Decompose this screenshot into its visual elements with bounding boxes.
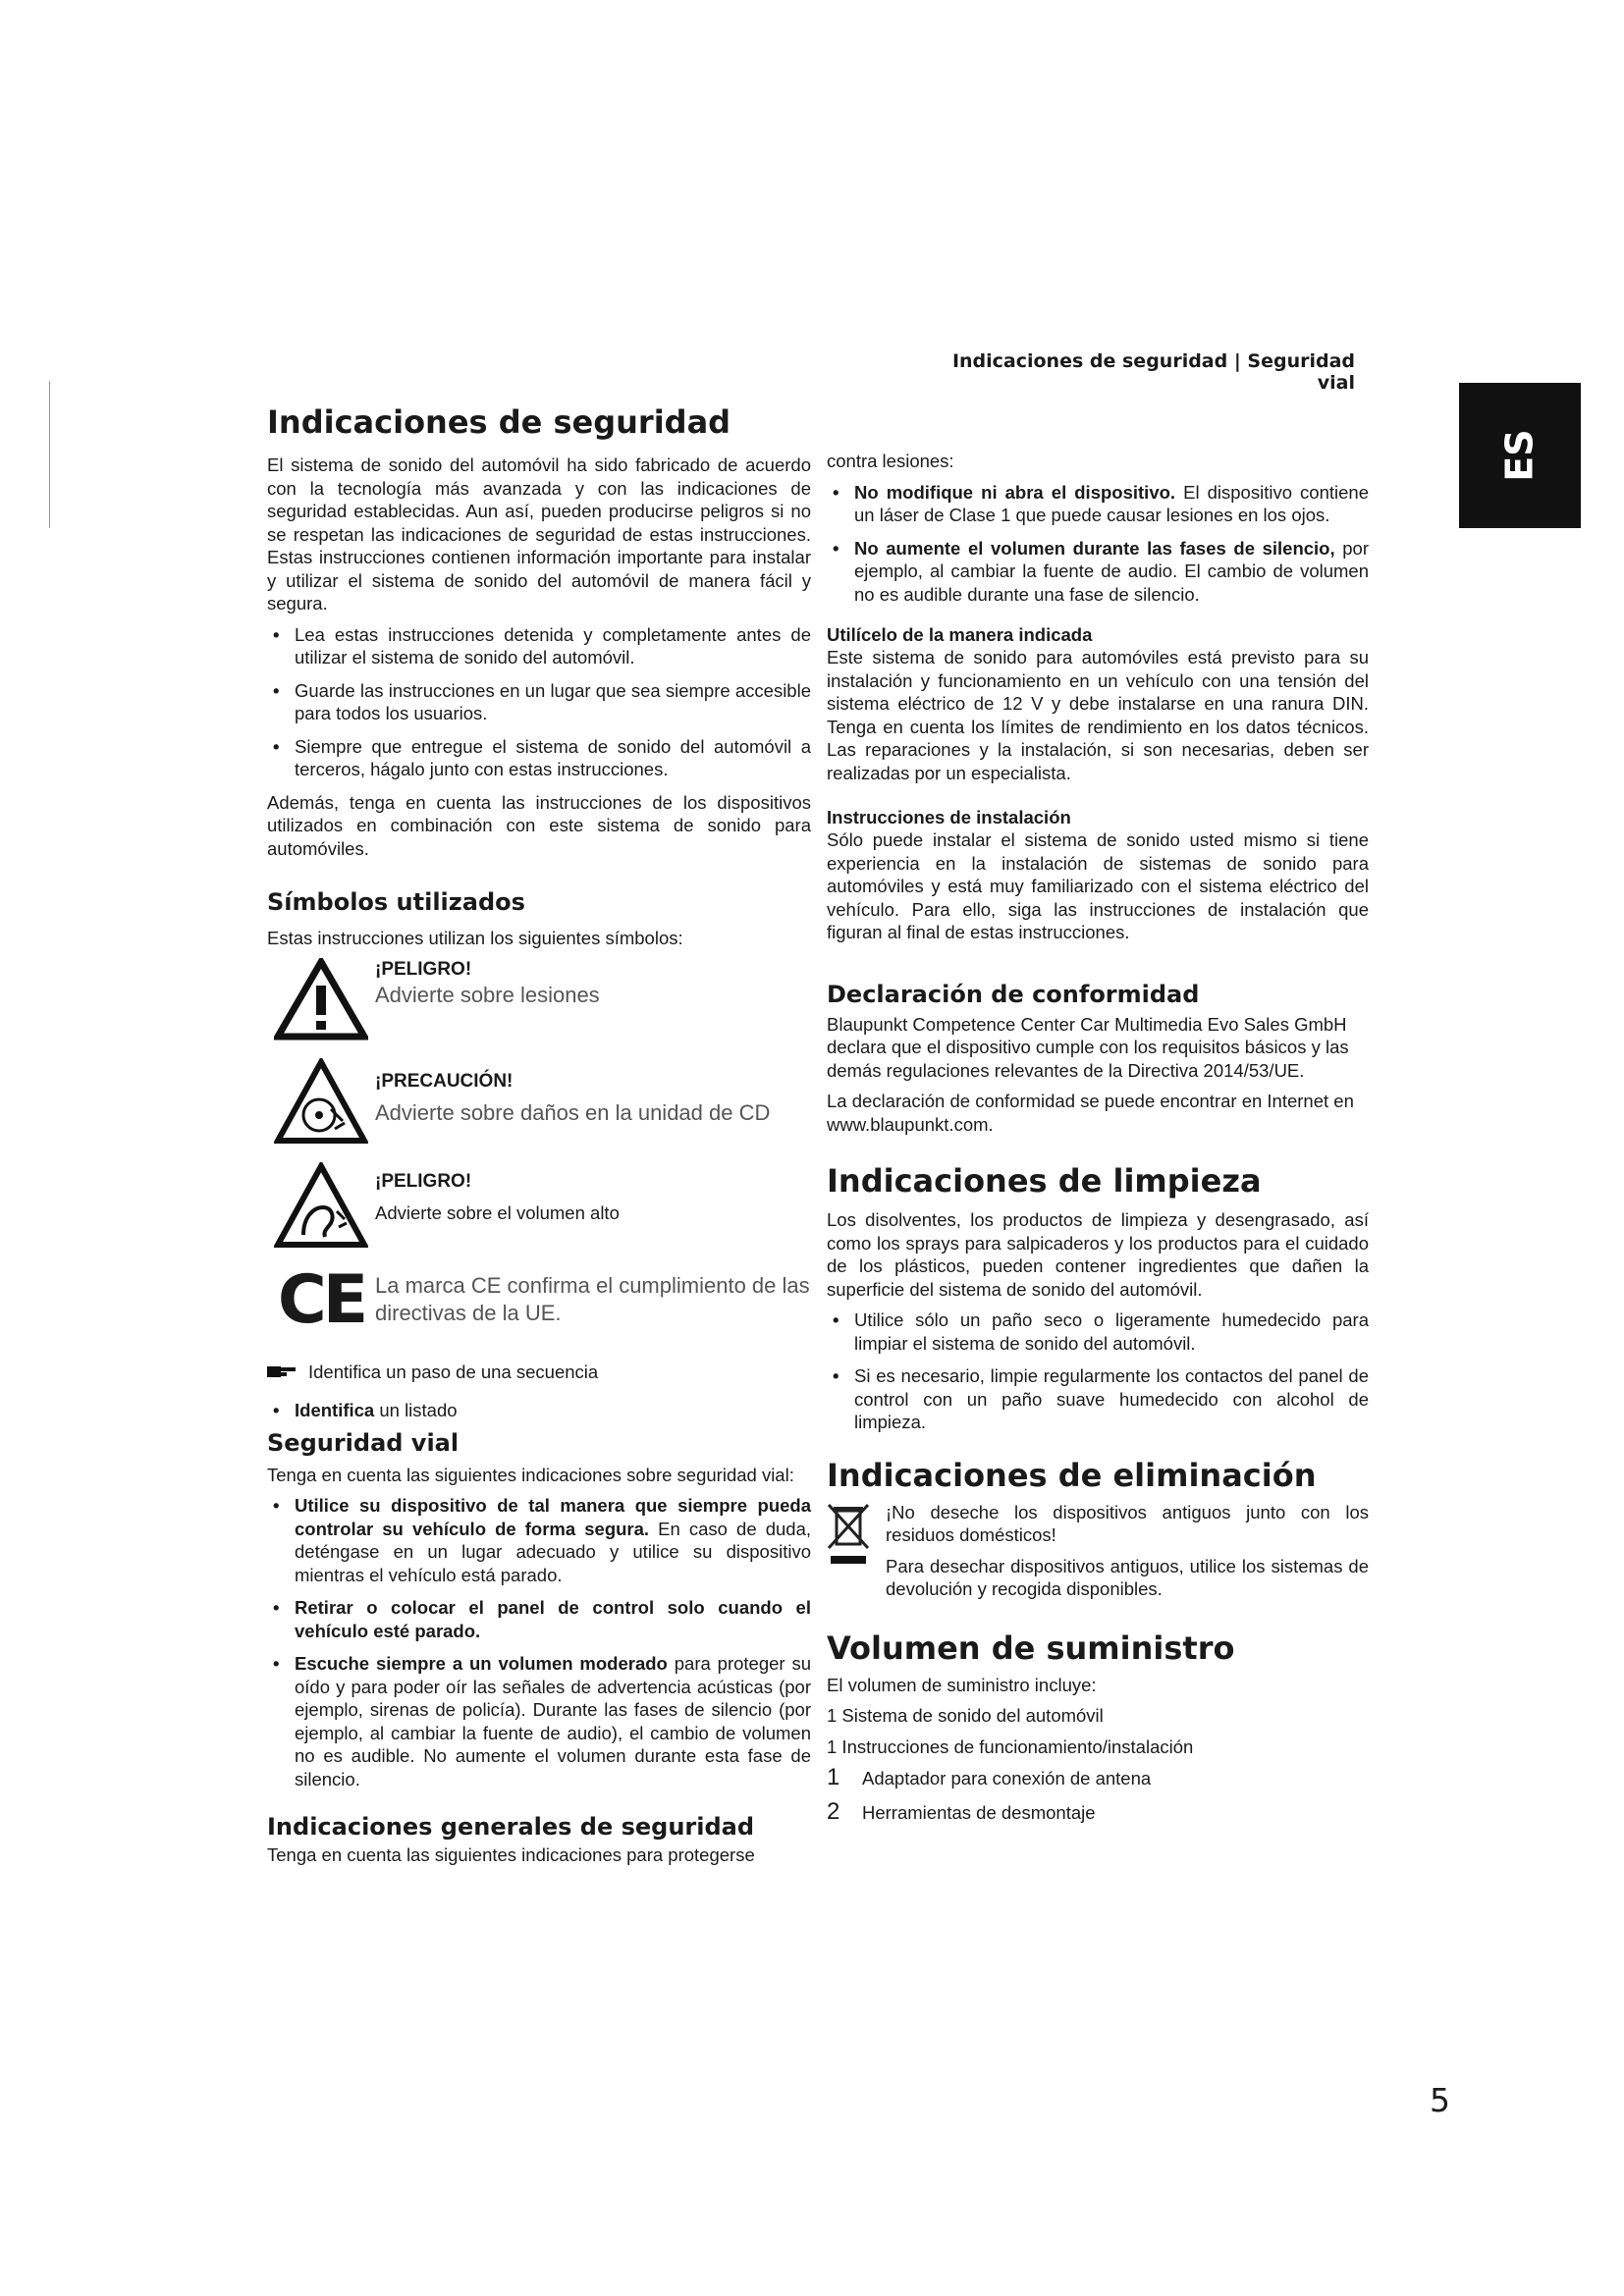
warning-cd-icon (267, 1058, 375, 1145)
list-item: • Utilice su dispositivo de tal manera que siempre pueda controlar su vehículo de forma segura. En caso de duda, deténgase en un lugar adecuado y utilice su dispositivo mientras el vehículo está parado. (267, 1494, 811, 1586)
supply-heading: Volumen de suministro (827, 1629, 1235, 1667)
list-item: • Si es necesario, limpie regularmente los contactos del panel de control con un paño suave humedecido con alcohol de limpieza. (827, 1364, 1369, 1434)
conformity-heading: Declaración de conformidad (827, 980, 1200, 1008)
symbol-title: ¡PELIGRO! (375, 1170, 472, 1192)
running-head: Indicaciones de seguridad | Seguridad vial (951, 350, 1355, 394)
supply-numbered-item: 1 Adaptador para conexión de antena (827, 1764, 1152, 1790)
disposal-block (827, 1501, 1369, 1609)
list-item: • Lea estas instrucciones detenida y completamente antes de utilizar el sistema de sonido del automóvil. (267, 623, 811, 669)
intended-use-text: Este sistema de sonido para automóviles está previsto para su instalación y funcionamiento en un vehículo con una tensión del sistema eléctrico de 12 V y debe instalarse en una ranura DIN. Tenga en cuenta los límites de rendimiento en los datos técnicos. Las reparaciones y la instalación, si son necesarias, deben ser realizadas por un especialista. (827, 647, 1369, 783)
conformity-text-2: La declaración de conformidad se puede encontrar en Internet en www.blaupunkt.com. (827, 1091, 1354, 1135)
list-item: • Escuche siempre a un volumen moderado para proteger su oído y para poder oír las señales de advertencia acústicas (por ejemplo, sirenas de policía). Durante las fases de silencio (por ejemplo, al cambiar la fuente de audio), el cambio de volumen no es audible. No aumente el volumen durante esta fase de silencio. (267, 1652, 811, 1790)
supply-item: 1 Sistema de sonido del automóvil (827, 1705, 1104, 1726)
ce-mark-icon: CE (277, 1260, 365, 1339)
language-tab (1459, 383, 1581, 528)
installation-heading: Instrucciones de instalación (827, 807, 1071, 828)
symbol-danger-injury (267, 958, 811, 1041)
list-item: • Identifica un listado (267, 1399, 811, 1422)
cleaning-bullets (827, 1308, 1369, 1434)
road-safety-heading: Seguridad vial (267, 1428, 460, 1457)
disposal-text: ¡No deseche los dispositivos antiguos junto con los residuos domésticos! (886, 1501, 1369, 1545)
general-safety-heading: Indicaciones generales de seguridad (267, 1813, 755, 1841)
ce-text: La marca CE confirma el cumplimiento de las directivas de la UE. (375, 1272, 810, 1325)
symbol-text: Advierte sobre el volumen alto (375, 1201, 620, 1223)
symbol-title: ¡PRECAUCIÓN! (375, 1070, 514, 1092)
symbol-list (267, 1399, 811, 1422)
symbol-text: Advierte sobre lesiones (375, 982, 600, 1007)
intended-use-heading: Utilícelo de la manera indicada (827, 624, 1093, 645)
list-item: • Siempre que entregue el sistema de sonido del automóvil a terceros, hágalo junto con estas instrucciones. (267, 735, 811, 781)
symbols-heading: Símbolos utilizados (267, 888, 525, 916)
page-number: 5 (1430, 2081, 1450, 2119)
continued-text: contra lesiones: (827, 451, 954, 471)
safety-intro: El sistema de sonido del automóvil ha sido fabricado de acuerdo con la tecnología más avanzada y con las indicaciones de seguridad establecidas. Aun así, pueden producirse peligros si no se respetan las indicaciones de seguridad de estas instrucciones. Estas instrucciones contienen información importante para instalar y utilizar el sistema de sonido del automóvil de manera fácil y segura. (267, 454, 811, 614)
general-safety-intro: Tenga en cuenta las siguientes indicaciones para protegerse (267, 1844, 755, 1865)
symbol-step (267, 1361, 811, 1384)
road-safety-intro: Tenga en cuenta las siguientes indicaciones sobre seguridad vial: (267, 1464, 794, 1485)
list-item: • No modifique ni abra el dispositivo. El dispositivo contiene un láser de Clase 1 que puede causar lesiones en los ojos. (827, 481, 1369, 527)
safety-heading: Indicaciones de seguridad (267, 403, 731, 441)
warning-exclamation-icon (267, 958, 375, 1041)
list-item: • No aumente el volumen durante las fases de silencio, por ejemplo, al cambiar la fuente de audio. El cambio de volumen no es audible durante una fase de silencio. (827, 537, 1369, 607)
supply-item: 1 Instrucciones de funcionamiento/instalación (827, 1735, 1194, 1757)
installation-text: Sólo puede instalar el sistema de sonido usted mismo si tiene experiencia en la instalación de sistemas de sonido para automóviles y está muy familiarizado con el sistema eléctrico del vehículo. Para ello, siga las instrucciones de instalación que figuran al final de estas instrucciones. (827, 829, 1369, 942)
list-item: • Retirar o colocar el panel de control solo cuando el vehículo esté parado. (267, 1596, 811, 1642)
right-column (827, 450, 1369, 1834)
supply-numbered-item: 2 Herramientas de desmontaje (827, 1797, 1096, 1825)
symbol-caution-cd (267, 1058, 811, 1145)
safety-bullets (267, 623, 811, 781)
list-item: • Guarde las instrucciones en un lugar que sea siempre accesible para todos los usuarios. (267, 679, 811, 725)
conformity-text: Blaupunkt Competence Center Car Multimedia Evo Sales GmbH declara que el dispositivo cumple con los requisitos básicos y las demás regulaciones relevantes de la Directiva 2014/53/UE. (827, 1013, 1349, 1081)
margin-rule (49, 381, 50, 528)
after-bullets-text: Además, tenga en cuenta las instrucciones de los dispositivos utilizados en combinación con este sistema de sonido para automóviles. (267, 791, 811, 859)
road-safety-bullets (267, 1494, 811, 1790)
step-text: Identifica un paso de una secuencia (308, 1361, 599, 1382)
symbol-ce (267, 1260, 811, 1339)
symbol-danger-volume (267, 1162, 811, 1249)
disposal-text-2: Para desechar dispositivos antiguos, utilice los sistemas de devolución y recogida disponibles. (886, 1555, 1369, 1599)
symbol-text: Advierte sobre daños en la unidad de CD (375, 1099, 771, 1125)
supply-intro: El volumen de suministro incluye: (827, 1674, 1097, 1695)
cleaning-text: Los disolventes, los productos de limpieza y desengrasado, así como los sprays para salpicaderos y los productos para el cuidado de los plásticos, pueden contener ingredientes que dañen la superficie del sistema de sonido del automóvil. (827, 1209, 1369, 1300)
left-column (267, 402, 811, 1875)
symbol-title: ¡PELIGRO! (375, 958, 472, 980)
warning-volume-icon (267, 1162, 375, 1249)
general-safety-bullets (827, 481, 1369, 607)
crossed-bin-icon (827, 1501, 886, 1575)
list-item: • Utilice sólo un paño seco o ligeramente humedecido para limpiar el sistema de sonido del automóvil. (827, 1308, 1369, 1355)
symbols-intro: Estas instrucciones utilizan los siguientes símbolos: (267, 928, 683, 948)
language-tab-label: ES (1497, 429, 1542, 482)
disposal-heading: Indicaciones de eliminación (827, 1456, 1317, 1494)
cleaning-heading: Indicaciones de limpieza (827, 1162, 1262, 1200)
pointing-hand-icon (267, 1361, 298, 1384)
